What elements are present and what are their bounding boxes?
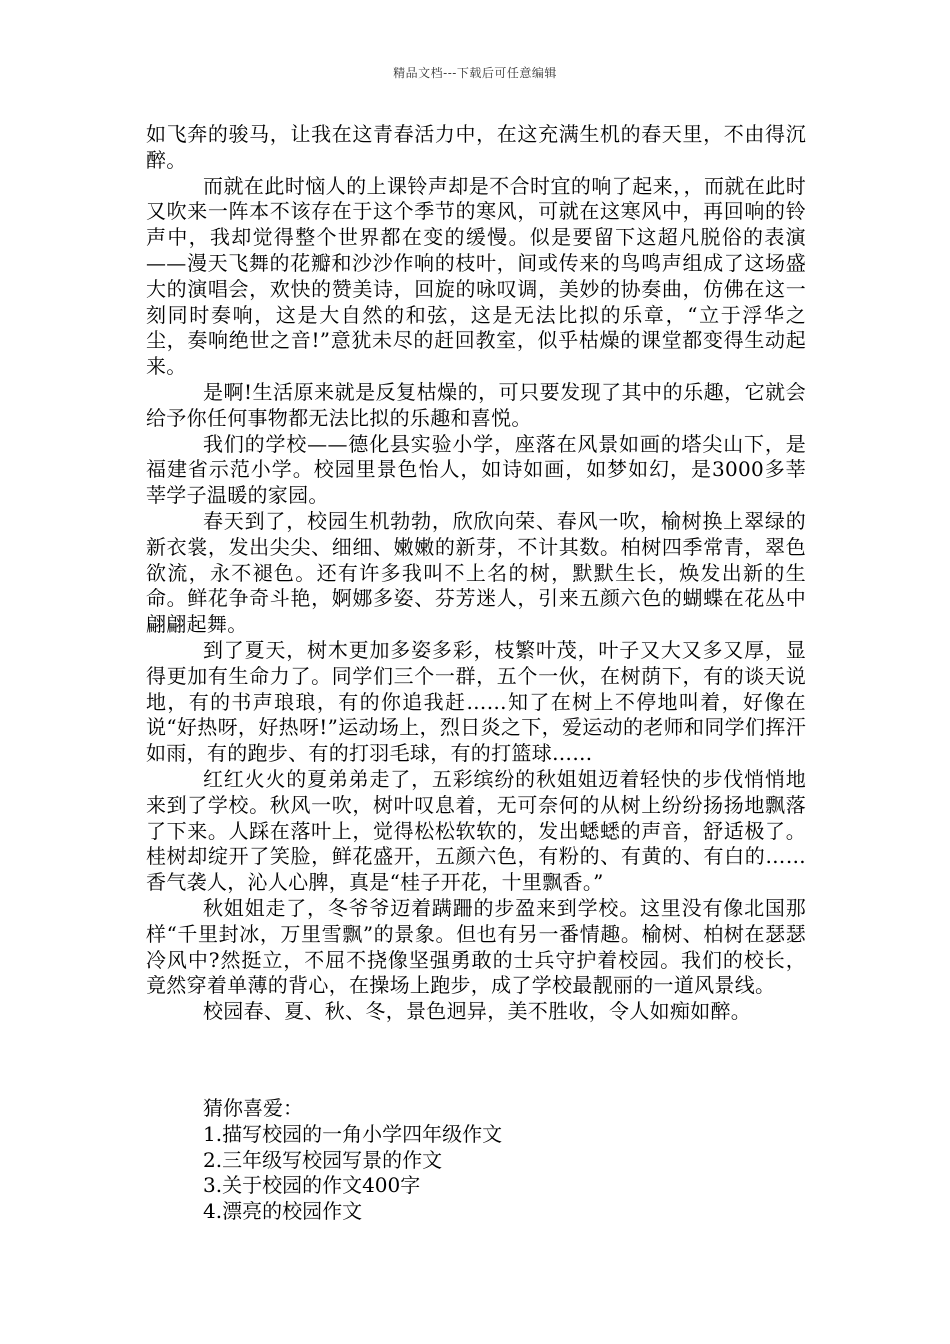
paragraph-summer: 到了夏天，树木更加多姿多彩，枝繁叶茂，叶子又大又多又厚，显得更加有生命力了。同学们三个一群，五个一伙，在树荫下，有的谈天说地，有的书声琅琅，有的你追我赶……知了在树上不停地叫着，好像在说“好热呀，好热呀!”运动场上，烈日炎之下，爱运动的老师和同学们挥汗如雨，有的跑步、有的打羽毛球，有的打篮球…… (146, 637, 806, 766)
article-body (146, 122, 806, 1025)
paragraph-autumn: 红红火火的夏弟弟走了，五彩缤纷的秋姐姐迈着轻快的步伐悄悄地来到了学校。秋风一吹，树叶叹息着，无可奈何的从树上纷纷扬扬地飘落了下来。人踩在落叶上，觉得松松软软的，发出蟋蟋的声音，舒适极了。桂树却绽开了笑脸，鲜花盛开，五颜六色，有粉的、有黄的、有白的……香气袭人，沁人心脾，真是“桂子开花，十里飘香。” (146, 766, 806, 895)
suggestion-link-3[interactable]: 3.关于校园的作文400字 (203, 1173, 421, 1198)
paragraph-winter: 秋姐姐走了，冬爷爷迈着蹒跚的步盈来到学校。这里没有像北国那样“千里封冰，万里雪飘”的景象。但也有另一番情趣。榆树、柏树在瑟瑟冷风中?然挺立，不屈不挠像坚强勇敢的士兵守护着校园。我们的校长，竟然穿着单薄的背心，在操场上跑步，成了学校最靓丽的一道风景线。 (146, 895, 806, 998)
paragraph-continuation: 如飞奔的骏马，让我在这青春活力中，在这充满生机的春天里，不由得沉醉。 (146, 122, 806, 172)
paragraph-school-intro: 我们的学校——德化县实验小学，座落在风景如画的塔尖山下，是福建省示范小学。校园里景色怡人，如诗如画，如梦如幻，是3000多莘莘学子温暖的家园。 (146, 431, 806, 508)
paragraph-spring: 春天到了，校园生机勃勃，欣欣向荣、春风一吹，榆树换上翠绿的新衣裳，发出尖尖、细细、嫩嫩的新芽，不计其数。柏树四季常青，翠色欲流，永不褪色。还有许多我叫不上名的树，默默生长，焕发出新的生命。鲜花争奇斗艳，婀娜多姿、芬芳迷人，引来五颜六色的蝴蝶在花丛中翩翩起舞。 (146, 508, 806, 637)
suggestion-link-2[interactable]: 2.三年级写校园写景的作文 (203, 1147, 443, 1172)
suggestion-list (203, 1096, 803, 1225)
paragraph-bell: 而就在此时恼人的上课铃声却是不合时宜的响了起来，，而就在此时又吹来一阵本不该存在于这个季节的寒风，可就在这寒风中，再回响的铃声中，我却觉得整个世界都在变的缓慢。似是要留下这超凡脱俗的表演——漫天飞舞的花瓣和沙沙作响的枝叶，间或传来的鸟鸣声组成了这场盛大的演唱会，欢快的赞美诗，回旋的咏叹调，美妙的协奏曲，仿佛在这一刻同时奏响，这是大自然的和弦，这是无法比拟的乐章，“立于浮华之尘，奏响绝世之音!”意犹未尽的赶回教室，似乎枯燥的课堂都变得生动起来。 (146, 173, 806, 379)
suggestion-link-1[interactable]: 1.描写校园的一角小学四年级作文 (203, 1121, 503, 1146)
page-header: 精品文档---下载后可任意编辑 (393, 66, 557, 80)
paragraph-life: 是啊!生活原来就是反复枯燥的，可只要发现了其中的乐趣，它就会给予你任何事物都无法比拟的乐趣和喜悦。 (146, 379, 806, 430)
paragraph-conclusion: 校园春、夏、秋、冬，景色迥异，美不胜收，令人如痴如醉。 (203, 999, 752, 1024)
suggestion-title: 猜你喜爱： (203, 1096, 303, 1120)
suggestion-link-4[interactable]: 4.漂亮的校园作文 (203, 1199, 363, 1224)
